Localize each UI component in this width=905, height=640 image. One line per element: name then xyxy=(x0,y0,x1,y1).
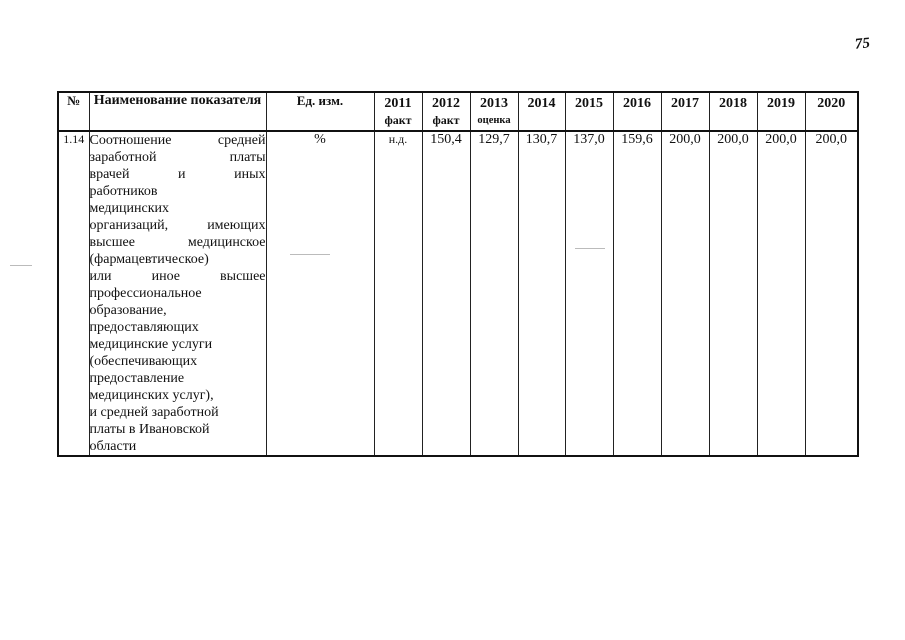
indicator-name-line: высшее медицинское xyxy=(89,235,266,250)
indicator-name-line: (фармацевтическое) xyxy=(89,252,209,267)
header-year-sub: оценка xyxy=(477,115,511,126)
header-year-label: 2011 xyxy=(384,96,412,111)
indicator-name-line: и средней заработной xyxy=(89,405,219,420)
header-year-label: 2014 xyxy=(527,96,556,111)
indicator-name-line: медицинских услуг), xyxy=(89,388,214,403)
indicator-name-line: врачей и иных xyxy=(89,167,266,182)
header-year-2020 xyxy=(805,92,858,131)
value-2020: 200,0 xyxy=(805,131,858,456)
indicator-name-line: медицинских xyxy=(89,201,169,216)
header-year-label: 2019 xyxy=(767,96,795,111)
value-2014: 130,7 xyxy=(518,131,565,456)
header-year-label: 2012 xyxy=(432,96,460,111)
indicator-name-line: предоставляющих xyxy=(89,320,199,335)
header-num: № xyxy=(58,92,89,131)
value-2015: 137,0 xyxy=(565,131,613,456)
header-year-2012 xyxy=(422,92,470,131)
row-unit: % xyxy=(266,131,374,456)
value-2018: 200,0 xyxy=(709,131,757,456)
header-year-2013 xyxy=(470,92,518,131)
value-2011: н.д. xyxy=(374,131,422,456)
header-year-2015 xyxy=(565,92,613,131)
indicator-name-line: образование, xyxy=(89,303,167,318)
header-year-sub: факт xyxy=(432,113,460,127)
header-year-2014 xyxy=(518,92,565,131)
header-year-2018 xyxy=(709,92,757,131)
row-indicator-name xyxy=(89,131,266,456)
indicator-name-line: предоставление xyxy=(89,371,185,386)
indicator-name-line: (обеспечивающих xyxy=(89,354,198,369)
value-2016: 159,6 xyxy=(613,131,661,456)
header-row xyxy=(58,92,858,131)
header-year-label: 2020 xyxy=(817,96,846,111)
indicator-name-line: области xyxy=(89,439,137,454)
indicator-name-line: организаций, имеющих xyxy=(89,218,266,233)
header-year-label: 2013 xyxy=(480,96,508,111)
header-year-label: 2018 xyxy=(719,96,747,111)
indicator-name-line: заработной платы xyxy=(89,150,266,165)
value-2019: 200,0 xyxy=(757,131,805,456)
header-year-2017 xyxy=(661,92,709,131)
indicator-name-line: медицинские услуги xyxy=(89,337,213,352)
scan-speck xyxy=(10,265,32,266)
header-year-sub: факт xyxy=(384,113,412,127)
value-2013: 129,7 xyxy=(470,131,518,456)
header-year-2011 xyxy=(374,92,422,131)
indicator-name-line: платы в Ивановской xyxy=(89,422,210,437)
value-2012: 150,4 xyxy=(422,131,470,456)
indicator-name-line: или иное высшее xyxy=(89,269,266,284)
scan-speck xyxy=(575,248,605,249)
header-year-label: 2016 xyxy=(623,96,651,111)
indicator-name-line: Соотношение средней xyxy=(89,133,266,148)
page-number: 75 xyxy=(854,35,871,53)
table-row xyxy=(58,131,858,456)
header-year-label: 2015 xyxy=(575,96,603,111)
header-year-2019 xyxy=(757,92,805,131)
scan-speck xyxy=(290,254,330,255)
header-year-label: 2017 xyxy=(671,96,699,111)
indicator-name-line: работников xyxy=(89,184,158,199)
indicator-name-line: профессиональное xyxy=(89,286,202,301)
header-name: Наименование показателя xyxy=(89,92,266,131)
row-number: 1.14 xyxy=(58,131,89,456)
indicators-table xyxy=(57,91,859,457)
value-2017: 200,0 xyxy=(661,131,709,456)
header-year-2016 xyxy=(613,92,661,131)
header-unit: Ед. изм. xyxy=(266,92,374,131)
